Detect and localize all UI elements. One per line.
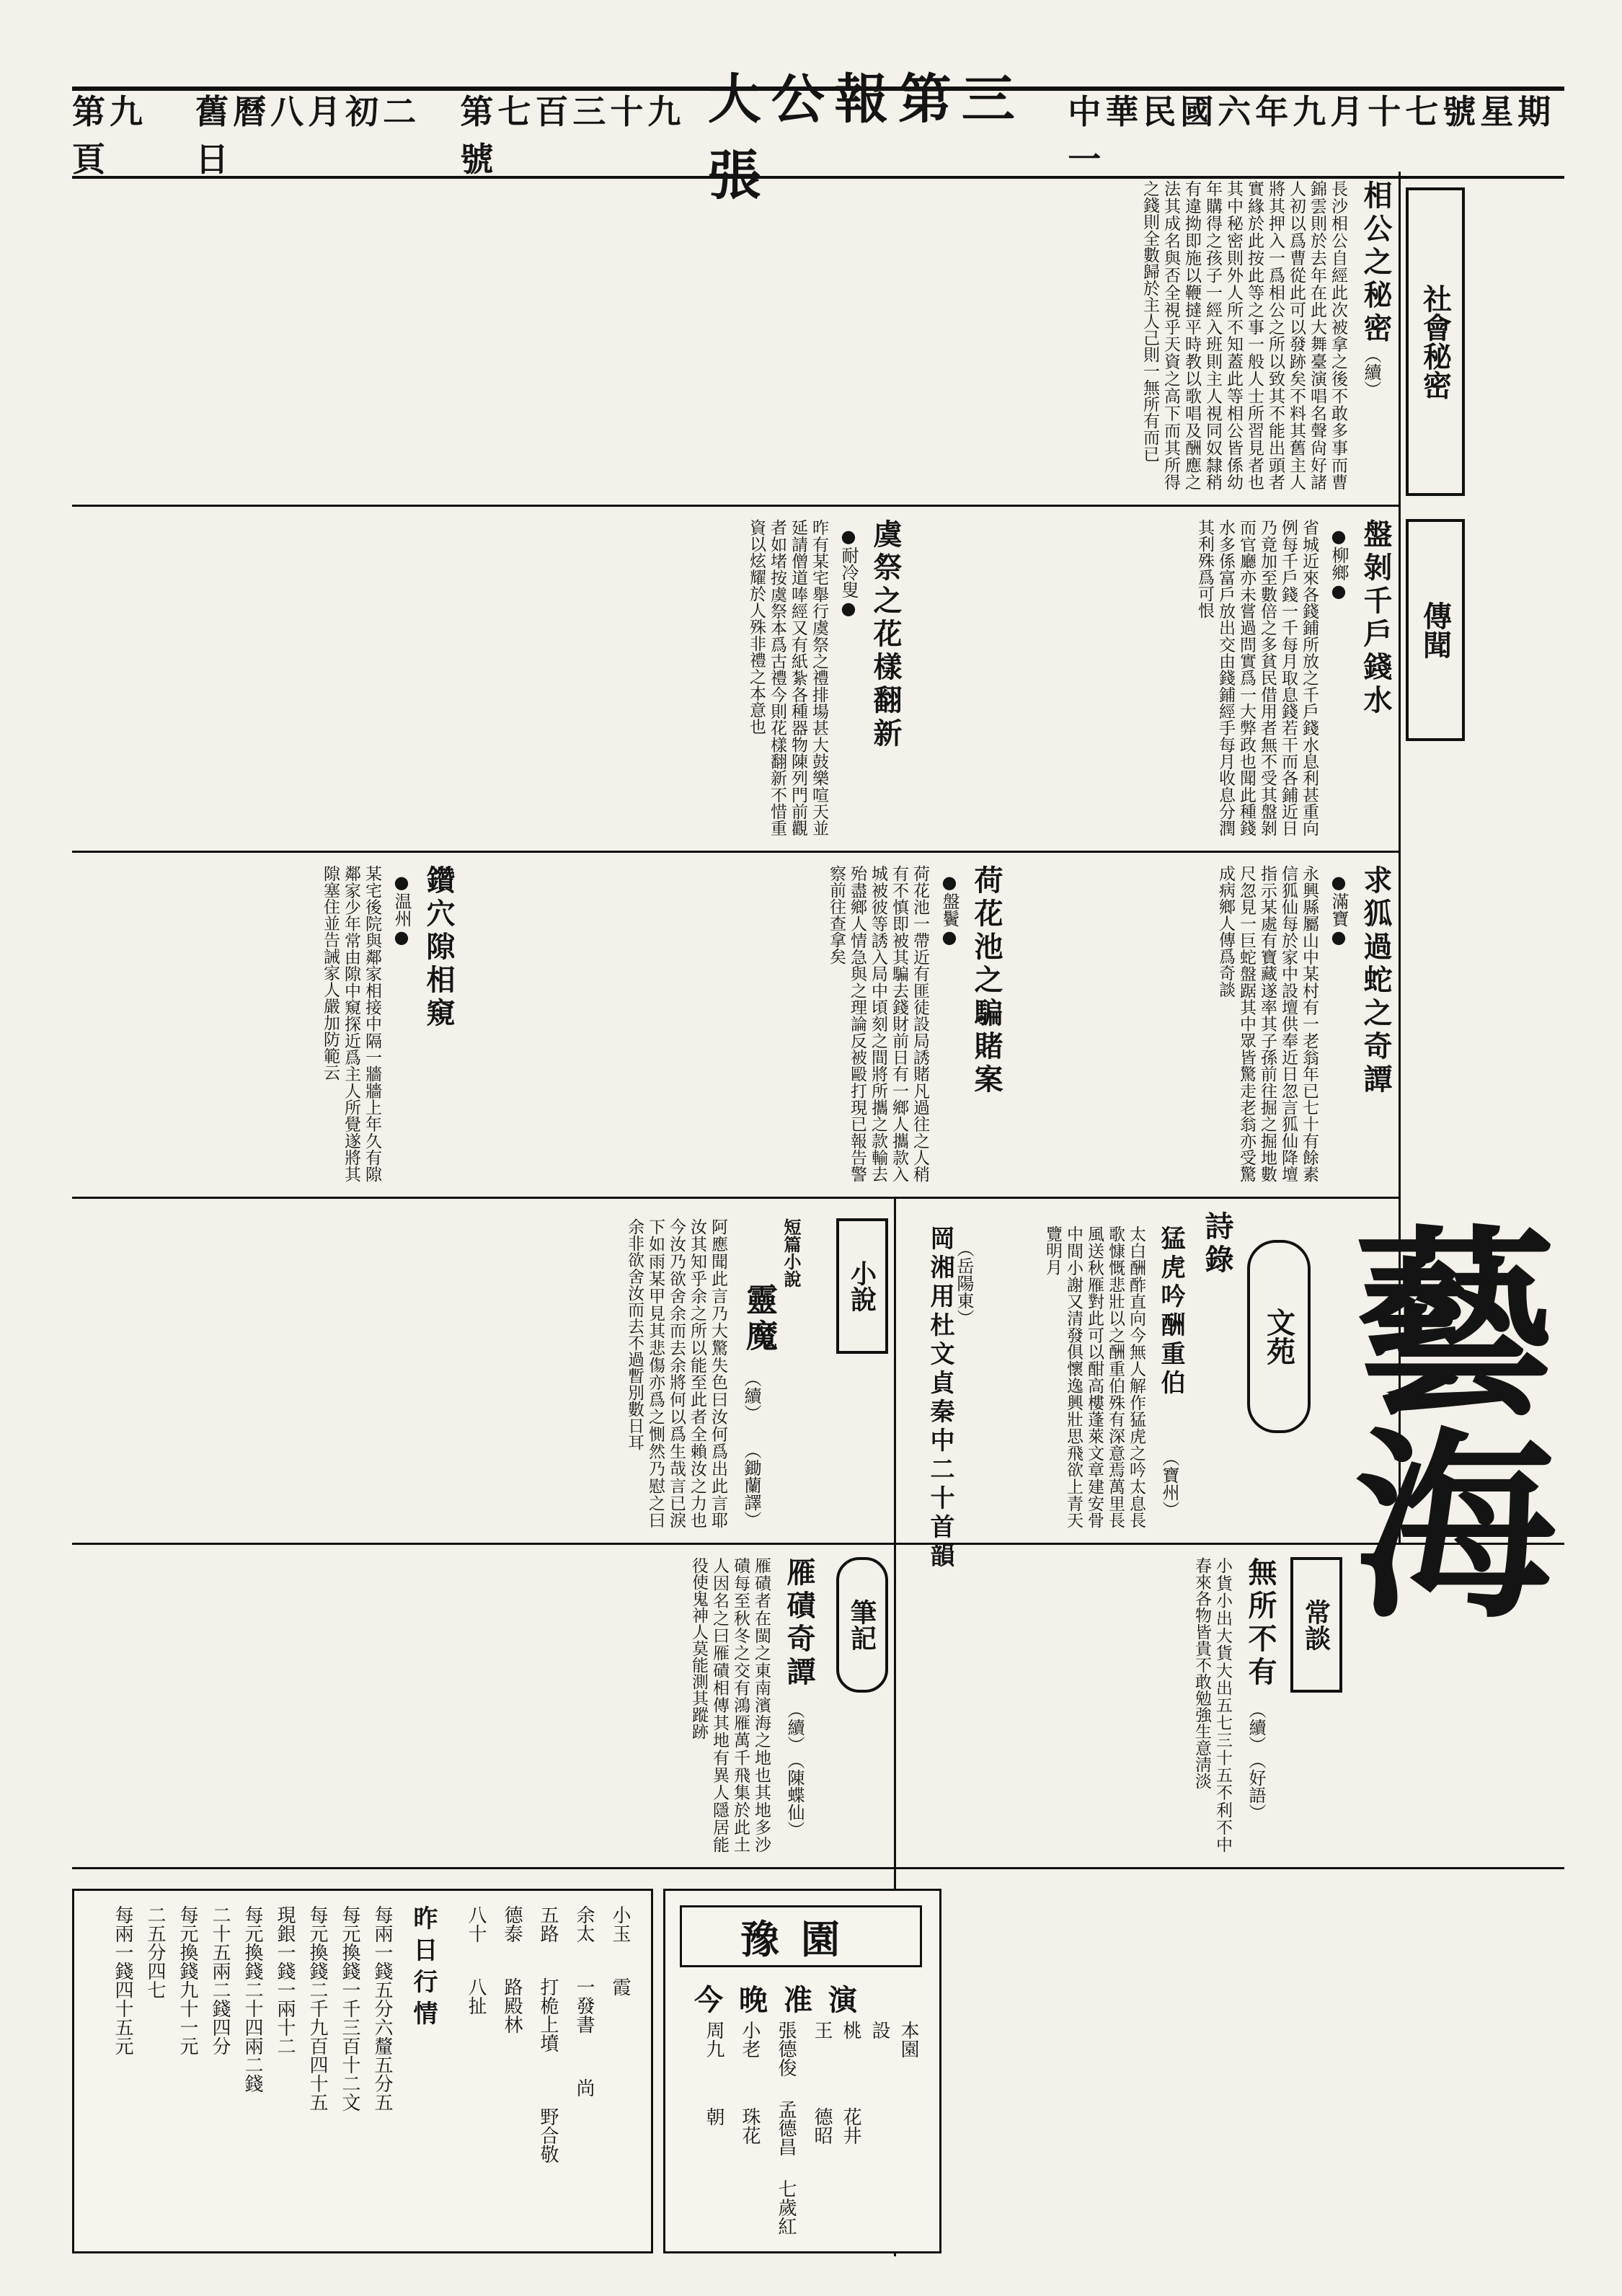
article-author: ●盤鬢● [939,872,960,947]
poem-title: 岡湘用杜文貞秦中二十首韻 [926,1225,954,1572]
theater-name: 豫園 [680,1905,922,1967]
article-body: 荷花池一帶近有匪徒設局誘賭凡過往之人稍有不慎即被其騙去錢財前日有一鄉人攜款入城被彼等誘入局中頃刻之間將所攜之款輸去殆盡鄉人情急與之理論反被毆打現已報告警察前往查拿矣 [827,865,929,1182]
article-note: （續） [784,1701,805,1753]
article-body: 長沙相公自經此次被拿之後不敢多事而曹錦雲則於去年在此大舞臺演唱名聲尙好諸人初以爲曹從此可以發跡矣不料其舊主人將其押入一爲相公之所以致其不能出頭者實緣於此按此等之事一般人士所習見者也其中秘密則外人所不知蓋此等相公皆係幼年購得之孩子一經入班則主人視同奴隸稍有違拗即施以鞭撻平時教以歌唱及酬應之法其成名與否全視乎天資之高下而其所得之錢則全數歸於主人己則一無所有而已 [1140,180,1347,490]
market-row: 現銀一錢一兩十二 [274,1905,296,2055]
market-row: 二五分四七 [144,1905,166,1999]
issue-date: 中華民國六年九月十七號星期一 [1068,92,1556,179]
program-item: 小老 [739,2021,761,2058]
market-row: 每元換錢一千三百十二文 [339,1905,360,2111]
article-body: 小貨小出大貨大出五七三十五不利不中春來各物皆貴不敢勉強生意淸淡 [1192,1557,1232,1853]
program-item: 桃 [840,2021,861,2039]
novel-note: （續） [741,1370,761,1422]
program-item: 五路 [537,1905,559,1943]
market-row: 每元換錢二千九百四十五 [306,1905,328,2111]
program-item: 珠花 [739,2107,761,2145]
article-author: ●耐冷叟● [838,526,859,619]
article-note: （續） [1361,346,1381,398]
article-title: 鑽穴隙相窺 [422,865,456,1031]
poem-title: 猛虎吟酬重伯 [1156,1225,1185,1399]
common-section: 常談 [1290,1557,1342,1693]
market-row: 每元換錢二十四兩二錢 [241,1905,263,2093]
program-item: 周九 [703,2021,724,2058]
program-item: 一發書 [573,1977,595,2034]
program-item: 野合敬 [537,2107,559,2163]
program-item: 王 [811,2021,833,2039]
program-item: 七歲紅 [775,2179,797,2235]
article-title: 無所不有 [1244,1557,1277,1690]
page-number: 第九頁 [72,92,147,179]
arts-subsection: 文苑 [1247,1240,1311,1433]
program-item: 八十 [465,1905,487,1943]
program-item: 花井 [840,2107,861,2145]
section-social: 社會秘密 [1406,187,1465,496]
masthead-left [72,86,708,181]
article-title: 相公之秘密 [1359,180,1393,346]
article-body: 昨有某宅舉行虞祭之禮排場甚大鼓樂喧天並延請僧道唪經又有紙紮各種器物陳列門前觀者如堵按虞祭本爲古禮今則花樣翻新不惜重資以炫耀於人殊非禮之本意也 [747,519,828,836]
novel-body: 阿應聞此言乃大驚失色曰汝何爲出此言耶汝其知乎余之所以能至此者全賴汝之力也今汝乃欲舍余而去余將何以爲生哉言已淚下如雨某甲見其悲傷亦爲之惻然乃慰之曰余非欲舍汝而去不過暫別數日耳 [625,1218,727,1528]
poem-author: （寶州） [1159,1449,1179,1518]
article-title: 荷花池之騙賭案 [970,865,1003,1097]
program-item: 霞 [609,1977,631,1996]
theater-header: 今晚准演 [694,1983,873,2017]
article-body: 永興縣屬山中某村有一老翁年已七十有餘素信狐仙每於家中設壇供奉近日忽言狐仙降壇指示某處有寶藏遂率其子孫前往掘之掘地數尺忽見一巨蛇盤踞其中眾皆驚走老翁亦受驚成病鄉人傳爲奇談 [1216,865,1319,1182]
program-item: 本園 [898,2021,919,2058]
program-item: 德泰 [501,1905,523,1943]
novel-title: 靈魔 [740,1283,777,1355]
market-row: 每兩一錢五分六釐五分五 [371,1905,393,2111]
arts-section-title: 藝海 [1320,1218,1557,1622]
divider [72,851,1399,853]
article-title: 雁磧奇譚 [782,1557,816,1690]
article-body: 雁磧者在閩之東南濱海之地也其地多沙磧每至秋冬之交有鴻雁萬千飛集於此土人因名之曰雁磧相傳其地有異人隱居能役使鬼神人莫能測其蹤跡 [689,1557,771,1853]
novel-label: 短篇小說 [781,1218,802,1287]
article-body: 省城近來各錢鋪所放之千戶錢水息利甚重向例每千戶錢一千每月取息錢若干而各鋪近日乃竟加至數倍之多貧民借用者無不受其盤剝而官廳亦未嘗過問實爲一大弊政也聞此種錢水多係富戶放出交由錢鋪經手每月收息分潤其利殊爲可恨 [1195,519,1319,836]
paper-title: 大公報第三張 [707,68,1025,207]
theater-ad [663,1889,941,2253]
program-item: 孟德昌 [775,2100,797,2156]
article-author: （陳蝶仙） [784,1752,805,1838]
divider [72,1867,1564,1869]
notes-section: 筆記 [836,1557,888,1693]
poem-body: 太白酬酢直向今無人解作猛虎之吟太息長歌慷慨悲壯以之酬重伯殊有深意焉萬里長風送秋雁對此可以酣高樓蓬萊文章建安骨中間小謝又清發俱懷逸興壯思飛欲上青天覽明月 [1043,1225,1145,1528]
article-title: 盤剝千戶錢水 [1359,519,1393,718]
article-author: ●温州● [391,872,412,947]
article-note: （續） [1246,1701,1266,1753]
program-item: 設 [869,2021,890,2039]
market-row: 二十五兩二錢四分 [209,1905,231,2055]
issue-number: 第七百三十九號 [460,92,686,179]
program-item: 余太 [573,1905,595,1943]
article-author: ●滿寶● [1329,872,1349,947]
lunar-date: 舊曆八月初二日 [195,92,421,179]
market-title: 昨日行情 [409,1905,438,2032]
program-item: 打桅上墳 [537,1977,559,2052]
article-title: 虞祭之花樣翻新 [869,519,903,751]
novel-translator: （鋤蘭譯） [741,1442,761,1528]
program-item: 八扯 [465,1977,487,2015]
market-row: 每兩一錢四十五元 [112,1905,133,2055]
article-author: （好語） [1246,1752,1266,1821]
section-hearsay: 傳聞 [1406,519,1465,741]
market-row: 每元換錢九十一元 [177,1905,198,2055]
program-item: 小玉 [609,1905,631,1943]
article-author: ●柳鄉● [1329,526,1349,601]
program-item: 尚 [573,2078,595,2097]
divider [72,1197,1399,1199]
divider [72,505,1399,507]
program-item: 路殿林 [501,1977,523,2034]
article-body: 某宅後院與鄰家相接中隔一牆牆上年久有隙鄰家少年常由隙中窺探近爲主人所覺遂將其隙塞住並告誡家人嚴加防範云 [321,865,381,1182]
article-title: 求狐過蛇之奇譚 [1359,865,1393,1097]
program-item: 德昭 [811,2107,833,2145]
program-item: 朝 [703,2107,724,2126]
program-item: 張德俊 [775,2021,797,2077]
novel-section: 小說 [836,1218,888,1354]
masthead [72,68,1564,207]
theater-ad-cont [72,1889,653,2253]
poem-section-title: 詩錄 [1200,1211,1234,1277]
poem-author: （岳陽東） [954,1240,974,1326]
